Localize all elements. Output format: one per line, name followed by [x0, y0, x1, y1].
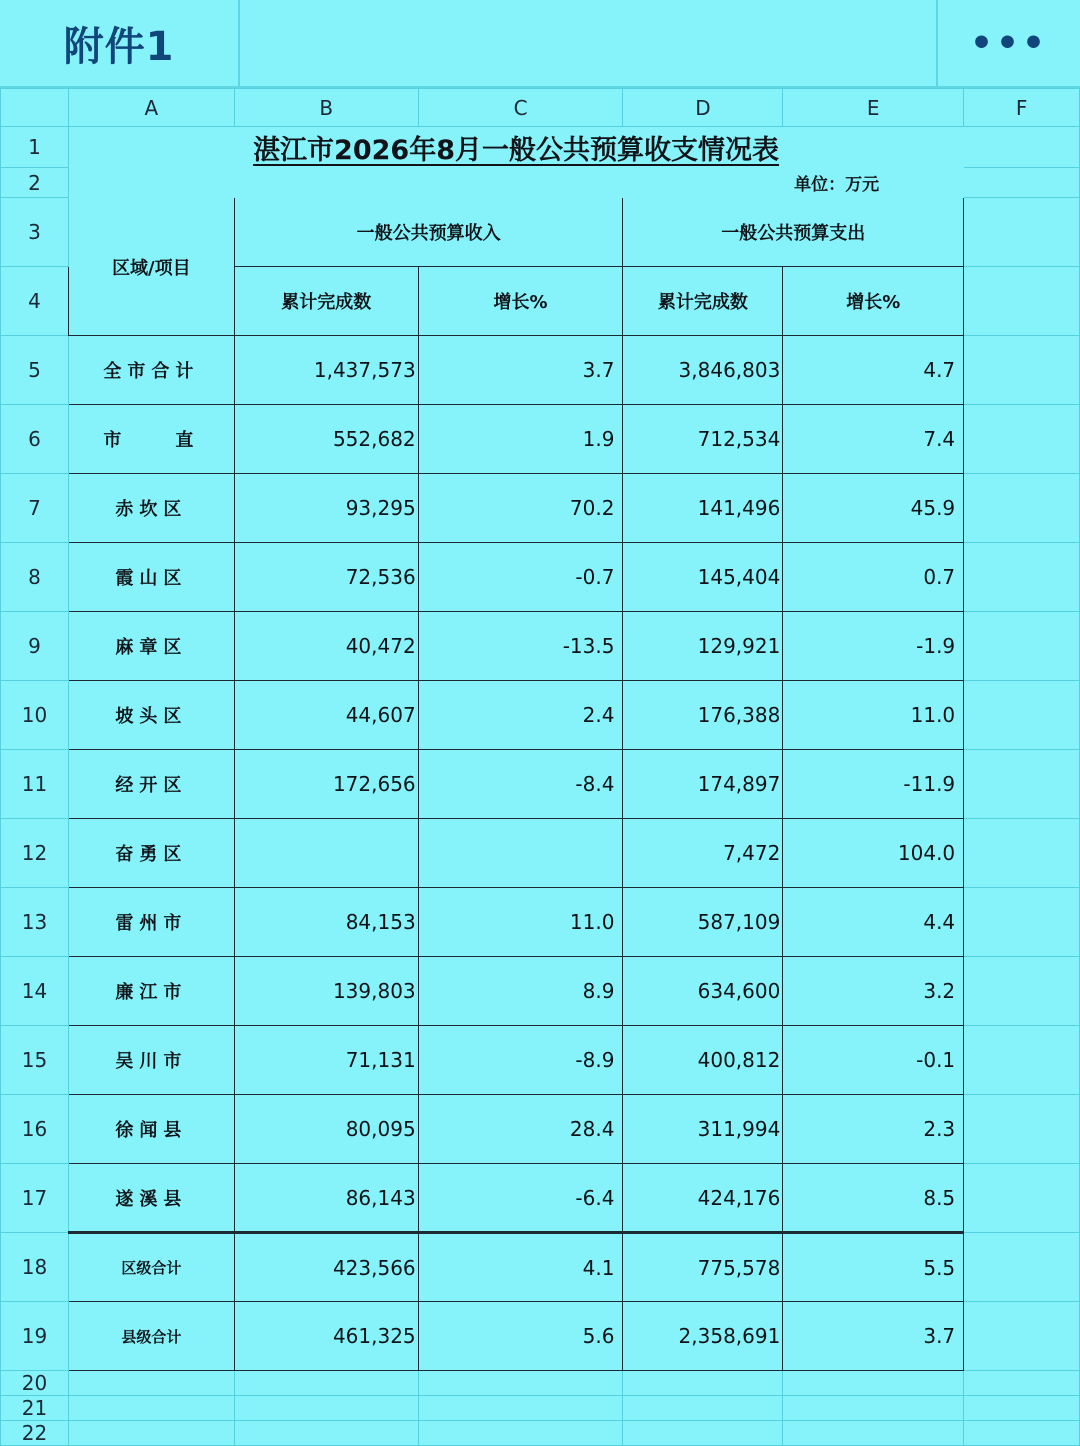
expense-cumulative-cell[interactable]: 174,897 — [623, 750, 783, 819]
header-income-cumulative[interactable]: 累计完成数 — [234, 267, 418, 336]
income-growth-cell[interactable]: -6.4 — [418, 1164, 623, 1233]
table-row — [1, 957, 1080, 1026]
income-growth-cell[interactable]: 1.9 — [418, 405, 623, 474]
cell[interactable] — [623, 1421, 783, 1446]
row-header[interactable]: 14 — [1, 957, 69, 1026]
corner-cell[interactable] — [1, 89, 69, 127]
region-cell[interactable]: 吴川市 — [68, 1026, 234, 1095]
income-growth-cell[interactable]: -8.9 — [418, 1026, 623, 1095]
income-growth-cell[interactable]: 5.6 — [418, 1302, 623, 1371]
region-cell[interactable]: 徐闻县 — [68, 1095, 234, 1164]
expense-cumulative-cell[interactable]: 400,812 — [623, 1026, 783, 1095]
region-cell[interactable]: 区级合计 — [68, 1233, 234, 1302]
row-header[interactable]: 16 — [1, 1095, 69, 1164]
region-cell[interactable]: 市 直 — [68, 405, 234, 474]
row-header[interactable]: 22 — [1, 1421, 69, 1446]
row-header[interactable]: 2 — [1, 168, 69, 198]
table-row — [1, 888, 1080, 957]
income-growth-cell[interactable]: 2.4 — [418, 681, 623, 750]
cell[interactable] — [68, 1421, 234, 1446]
cell[interactable] — [964, 127, 1080, 168]
region-cell[interactable]: 遂溪县 — [68, 1164, 234, 1233]
column-header-row — [1, 89, 1080, 127]
expense-cumulative-cell[interactable]: 634,600 — [623, 957, 783, 1026]
column-header-f[interactable]: F — [964, 89, 1080, 127]
sheet-row-3 — [1, 198, 1080, 267]
column-header-e[interactable]: E — [783, 89, 964, 127]
income-growth-cell[interactable]: -8.4 — [418, 750, 623, 819]
row-header[interactable]: 5 — [1, 336, 69, 405]
income-cumulative-cell[interactable]: 40,472 — [234, 612, 418, 681]
income-growth-cell[interactable]: 4.1 — [418, 1233, 623, 1302]
column-header-d[interactable]: D — [623, 89, 783, 127]
row-header[interactable]: 18 — [1, 1233, 69, 1302]
cell[interactable] — [964, 819, 1080, 888]
expense-cumulative-cell[interactable]: 141,496 — [623, 474, 783, 543]
expense-growth-cell[interactable]: 8.5 — [783, 1164, 964, 1233]
cell[interactable] — [964, 543, 1080, 612]
row-header[interactable]: 3 — [1, 198, 69, 267]
cell[interactable] — [623, 1396, 783, 1421]
sheet-row-empty — [1, 1421, 1080, 1446]
top-bar — [0, 0, 1080, 88]
expense-growth-cell[interactable]: 4.7 — [783, 336, 964, 405]
expense-growth-cell[interactable]: 3.2 — [783, 957, 964, 1026]
cell[interactable] — [964, 957, 1080, 1026]
table-row — [1, 681, 1080, 750]
expense-cumulative-cell[interactable]: 311,994 — [623, 1095, 783, 1164]
header-region[interactable]: 区域/项目 — [68, 198, 234, 336]
income-cumulative-cell[interactable]: 86,143 — [234, 1164, 418, 1233]
header-expense[interactable]: 一般公共预算支出 — [623, 198, 964, 267]
cell[interactable] — [964, 681, 1080, 750]
top-bar-spacer — [240, 0, 938, 86]
expense-growth-cell[interactable]: -1.9 — [783, 612, 964, 681]
row-header[interactable]: 1 — [1, 127, 69, 168]
column-header-b[interactable]: B — [234, 89, 418, 127]
more-options-icon[interactable]: ••• — [969, 22, 1049, 64]
income-cumulative-cell[interactable]: 461,325 — [234, 1302, 418, 1371]
row-header[interactable]: 4 — [1, 267, 69, 336]
cell[interactable] — [964, 168, 1080, 198]
row-header[interactable]: 6 — [1, 405, 69, 474]
table-row — [1, 474, 1080, 543]
cell[interactable] — [964, 405, 1080, 474]
table-row — [1, 819, 1080, 888]
region-cell[interactable]: 奋勇区 — [68, 819, 234, 888]
expense-growth-cell[interactable]: 2.3 — [783, 1095, 964, 1164]
region-cell[interactable]: 坡头区 — [68, 681, 234, 750]
row-header[interactable]: 9 — [1, 612, 69, 681]
cell[interactable] — [964, 1026, 1080, 1095]
table-row — [1, 1302, 1080, 1371]
cell[interactable] — [783, 1396, 964, 1421]
sheet-row-2 — [1, 168, 1080, 198]
income-growth-cell[interactable]: 3.7 — [418, 336, 623, 405]
income-cumulative-cell[interactable]: 423,566 — [234, 1233, 418, 1302]
region-cell[interactable]: 全市合计 — [68, 336, 234, 405]
income-growth-cell[interactable] — [418, 819, 623, 888]
region-cell[interactable]: 廉江市 — [68, 957, 234, 1026]
region-cell[interactable]: 赤坎区 — [68, 474, 234, 543]
cell[interactable] — [418, 1421, 623, 1446]
income-growth-cell[interactable]: 8.9 — [418, 957, 623, 1026]
sheet-title-cell[interactable] — [0, 0, 240, 86]
cell[interactable] — [964, 1421, 1080, 1446]
cell[interactable] — [964, 1095, 1080, 1164]
expense-cumulative-cell[interactable]: 3,846,803 — [623, 336, 783, 405]
income-cumulative-cell[interactable]: 80,095 — [234, 1095, 418, 1164]
row-header[interactable]: 10 — [1, 681, 69, 750]
table-row — [1, 1233, 1080, 1302]
cell[interactable] — [234, 1421, 418, 1446]
income-cumulative-cell[interactable]: 71,131 — [234, 1026, 418, 1095]
cell[interactable] — [964, 750, 1080, 819]
header-expense-growth[interactable]: 增长% — [783, 267, 964, 336]
expense-cumulative-cell[interactable]: 2,358,691 — [623, 1302, 783, 1371]
income-cumulative-cell[interactable]: 93,295 — [234, 474, 418, 543]
header-expense-cumulative[interactable]: 累计完成数 — [623, 267, 783, 336]
cell[interactable] — [783, 1421, 964, 1446]
table-row — [1, 336, 1080, 405]
expense-growth-cell[interactable]: -0.1 — [783, 1026, 964, 1095]
income-cumulative-cell[interactable]: 552,682 — [234, 405, 418, 474]
expense-cumulative-cell[interactable]: 712,534 — [623, 405, 783, 474]
cell[interactable] — [964, 1233, 1080, 1302]
region-cell[interactable]: 麻章区 — [68, 612, 234, 681]
row-header[interactable]: 13 — [1, 888, 69, 957]
row-header[interactable]: 17 — [1, 1164, 69, 1233]
expense-cumulative-cell[interactable]: 129,921 — [623, 612, 783, 681]
income-cumulative-cell[interactable]: 139,803 — [234, 957, 418, 1026]
cell[interactable] — [418, 1371, 623, 1396]
expense-growth-cell[interactable]: 104.0 — [783, 819, 964, 888]
income-growth-cell[interactable]: -13.5 — [418, 612, 623, 681]
sheet-row-empty — [1, 1371, 1080, 1396]
income-growth-cell[interactable]: 70.2 — [418, 474, 623, 543]
region-cell[interactable]: 雷州市 — [68, 888, 234, 957]
row-header[interactable]: 11 — [1, 750, 69, 819]
table-row — [1, 1026, 1080, 1095]
cell[interactable] — [964, 336, 1080, 405]
expense-growth-cell[interactable]: 7.4 — [783, 405, 964, 474]
table-row — [1, 750, 1080, 819]
income-growth-cell[interactable]: -0.7 — [418, 543, 623, 612]
spreadsheet-grid — [0, 88, 1080, 1446]
cell[interactable] — [234, 1396, 418, 1421]
column-header-a[interactable]: A — [68, 89, 234, 127]
income-cumulative-cell[interactable]: 44,607 — [234, 681, 418, 750]
cell[interactable] — [964, 1396, 1080, 1421]
row-header[interactable]: 21 — [1, 1396, 69, 1421]
expense-cumulative-cell[interactable]: 424,176 — [623, 1164, 783, 1233]
expense-growth-cell[interactable]: 11.0 — [783, 681, 964, 750]
expense-cumulative-cell[interactable]: 176,388 — [623, 681, 783, 750]
row-header[interactable]: 8 — [1, 543, 69, 612]
income-cumulative-cell[interactable]: 72,536 — [234, 543, 418, 612]
table-row — [1, 1095, 1080, 1164]
income-growth-cell[interactable]: 28.4 — [418, 1095, 623, 1164]
row-header[interactable]: 15 — [1, 1026, 69, 1095]
cell[interactable] — [964, 888, 1080, 957]
expense-cumulative-cell[interactable]: 145,404 — [623, 543, 783, 612]
header-income[interactable]: 一般公共预算收入 — [234, 198, 623, 267]
table-row — [1, 405, 1080, 474]
unit-label[interactable]: 单位：万元 — [68, 168, 963, 198]
cell[interactable] — [783, 1371, 964, 1396]
expense-growth-cell[interactable]: 0.7 — [783, 543, 964, 612]
cell[interactable] — [623, 1371, 783, 1396]
column-header-c[interactable]: C — [418, 89, 623, 127]
cell[interactable] — [964, 1302, 1080, 1371]
cell[interactable] — [68, 1371, 234, 1396]
row-header[interactable]: 20 — [1, 1371, 69, 1396]
income-cumulative-cell[interactable]: 1,437,573 — [234, 336, 418, 405]
cell[interactable] — [964, 612, 1080, 681]
income-growth-cell[interactable]: 11.0 — [418, 888, 623, 957]
income-cumulative-cell[interactable]: 172,656 — [234, 750, 418, 819]
expense-cumulative-cell[interactable]: 7,472 — [623, 819, 783, 888]
row-header[interactable]: 7 — [1, 474, 69, 543]
header-income-growth[interactable]: 增长% — [418, 267, 623, 336]
expense-growth-cell[interactable]: 4.4 — [783, 888, 964, 957]
expense-growth-cell[interactable]: -11.9 — [783, 750, 964, 819]
expense-growth-cell[interactable]: 3.7 — [783, 1302, 964, 1371]
expense-growth-cell[interactable]: 45.9 — [783, 474, 964, 543]
expense-cumulative-cell[interactable]: 775,578 — [623, 1233, 783, 1302]
region-cell[interactable]: 县级合计 — [68, 1302, 234, 1371]
row-header[interactable]: 19 — [1, 1302, 69, 1371]
cell[interactable] — [964, 198, 1080, 267]
cell[interactable] — [234, 1371, 418, 1396]
income-cumulative-cell[interactable]: 84,153 — [234, 888, 418, 957]
cell[interactable] — [964, 1164, 1080, 1233]
cell[interactable] — [964, 474, 1080, 543]
sheet-row-empty — [1, 1396, 1080, 1421]
sheet-row-1 — [1, 127, 1080, 168]
region-cell[interactable]: 霞山区 — [68, 543, 234, 612]
cell[interactable] — [418, 1396, 623, 1421]
cell[interactable] — [68, 1396, 234, 1421]
cell[interactable] — [964, 267, 1080, 336]
expense-growth-cell[interactable]: 5.5 — [783, 1233, 964, 1302]
table-row — [1, 1164, 1080, 1233]
sheet-title: 附件1 — [63, 23, 175, 70]
table-title[interactable]: 湛江市2026年8月一般公共预算收支情况表 — [68, 127, 963, 168]
table-row — [1, 612, 1080, 681]
row-header[interactable]: 12 — [1, 819, 69, 888]
cell[interactable] — [964, 1371, 1080, 1396]
region-cell[interactable]: 经开区 — [68, 750, 234, 819]
income-cumulative-cell[interactable] — [234, 819, 418, 888]
table-row — [1, 543, 1080, 612]
expense-cumulative-cell[interactable]: 587,109 — [623, 888, 783, 957]
